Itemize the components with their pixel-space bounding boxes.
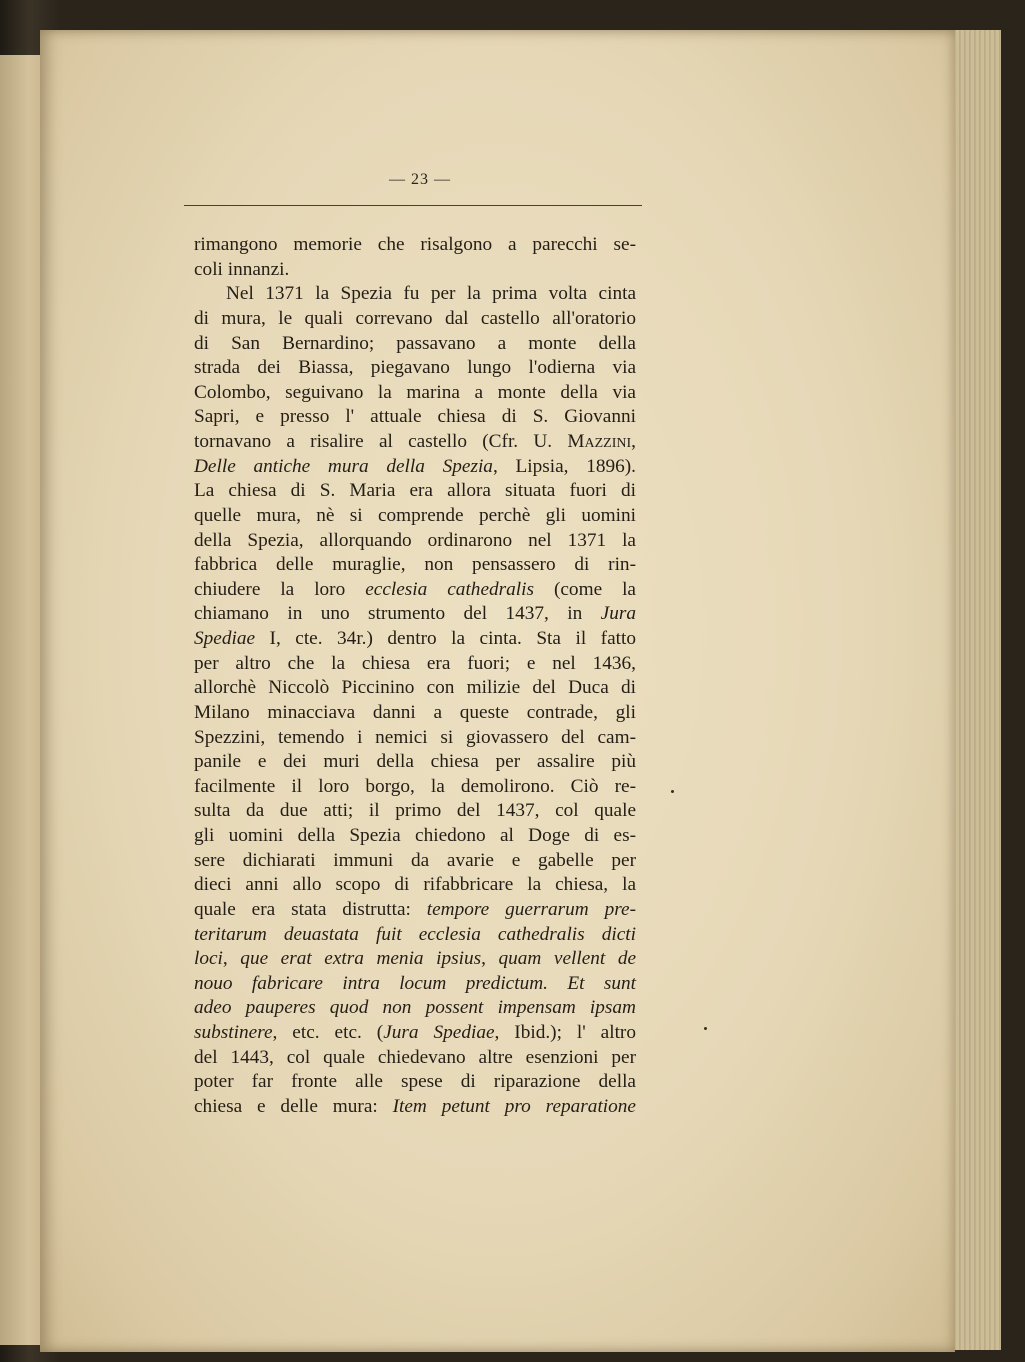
text-line: sulta da due atti; il primo del 1437, col quale [194, 800, 636, 822]
text-line: chiamano in uno strumento del 1437, in Jura [194, 603, 636, 625]
text-line: substinere, etc. etc. (Jura Spediae, Ibid.); l' altro [194, 1022, 636, 1043]
text-line: teritarum deuastata fuit ecclesia cathedralis dicti [194, 923, 636, 945]
text-line: La chiesa di S. Maria era allora situata fuori di [194, 480, 636, 502]
text-line: Delle antiche mura della Spezia, Lipsia, 1896). [194, 455, 637, 477]
text-line: strada dei Biassa, piegavano lungo l'odierna via [194, 357, 636, 379]
text-line: Milano minacciava danni a queste contrade, gli [194, 701, 636, 723]
text-line: per altro che la chiesa era fuori; e nel 1436, [194, 652, 636, 674]
paper-speck [704, 1027, 707, 1030]
text-line: Spediae I, cte. 34r.) dentro la cinta. Sta il fatto [194, 628, 636, 649]
text-line: coli innanzi. [194, 258, 290, 280]
text-line: tornavano a risalire al castello (Cfr. U. Mazzini, [194, 431, 636, 452]
text-line: Sapri, e presso l' attuale chiesa di S. Giovanni [194, 406, 636, 428]
text-line: nouo fabricare intra locum predictum. Et sunt [194, 972, 636, 994]
text-line: panile e dei muri della chiesa per assalire più [194, 751, 636, 773]
author-name: Mazzini [567, 431, 632, 452]
text-line: gli uomini della Spezia chiedono al Doge di es- [194, 825, 636, 846]
text-line: dieci anni allo scopo di rifabbricare la chiesa, la [194, 874, 636, 896]
text-line: chiudere la loro ecclesia cathedralis (come la [194, 578, 636, 600]
text-line: fabbrica delle muraglie, non pensassero di rin- [194, 554, 636, 576]
text-line: Colombo, seguivano la marina a monte della via [194, 381, 636, 403]
book-title: Delle antiche mura della Spezia [194, 455, 493, 477]
text-line: di San Bernardino; passavano a monte della [194, 332, 636, 354]
text-line: sere dichiarati immuni da avarie e gabelle per [194, 849, 636, 871]
book-page [40, 30, 955, 1352]
header-rule [184, 205, 642, 206]
text-line: loci, que erat extra menia ipsius, quam vellent de [194, 948, 637, 970]
text-line: allorchè Niccolò Piccinino con milizie del Duca di [194, 677, 636, 699]
text-line: facilmente il loro borgo, la demolirono. Ciò re- [194, 775, 636, 797]
text-line: Spezzini, temendo i nemici si giovassero del cam- [194, 726, 636, 748]
body-text [194, 233, 636, 1120]
text-line: Nel 1371 la Spezia fu per la prima volta cinta [226, 283, 636, 305]
text-line: di mura, le quali correvano dal castello all'oratorio [194, 307, 636, 329]
text-line: del 1443, col quale chiedevano altre esenzioni per [194, 1046, 636, 1068]
text-line: rimangono memorie che risalgono a parecchi se- [194, 234, 636, 255]
text-line: della Spezia, allorquando ordinarono nel 1371 la [194, 529, 636, 551]
text-line: poter far fronte alle spese di riparazione della [194, 1071, 636, 1093]
text-line: quelle mura, nè si comprende perchè gli uomini [194, 504, 636, 526]
text-line: quale era stata distrutta: tempore guerrarum pre- [194, 898, 636, 920]
text-line: chiesa e delle mura: Item petunt pro reparatione [194, 1095, 636, 1117]
page-number: — 23 — [389, 171, 451, 188]
text-line: adeo pauperes quod non possent impensam ipsam [194, 997, 636, 1019]
paper-speck [671, 790, 674, 793]
